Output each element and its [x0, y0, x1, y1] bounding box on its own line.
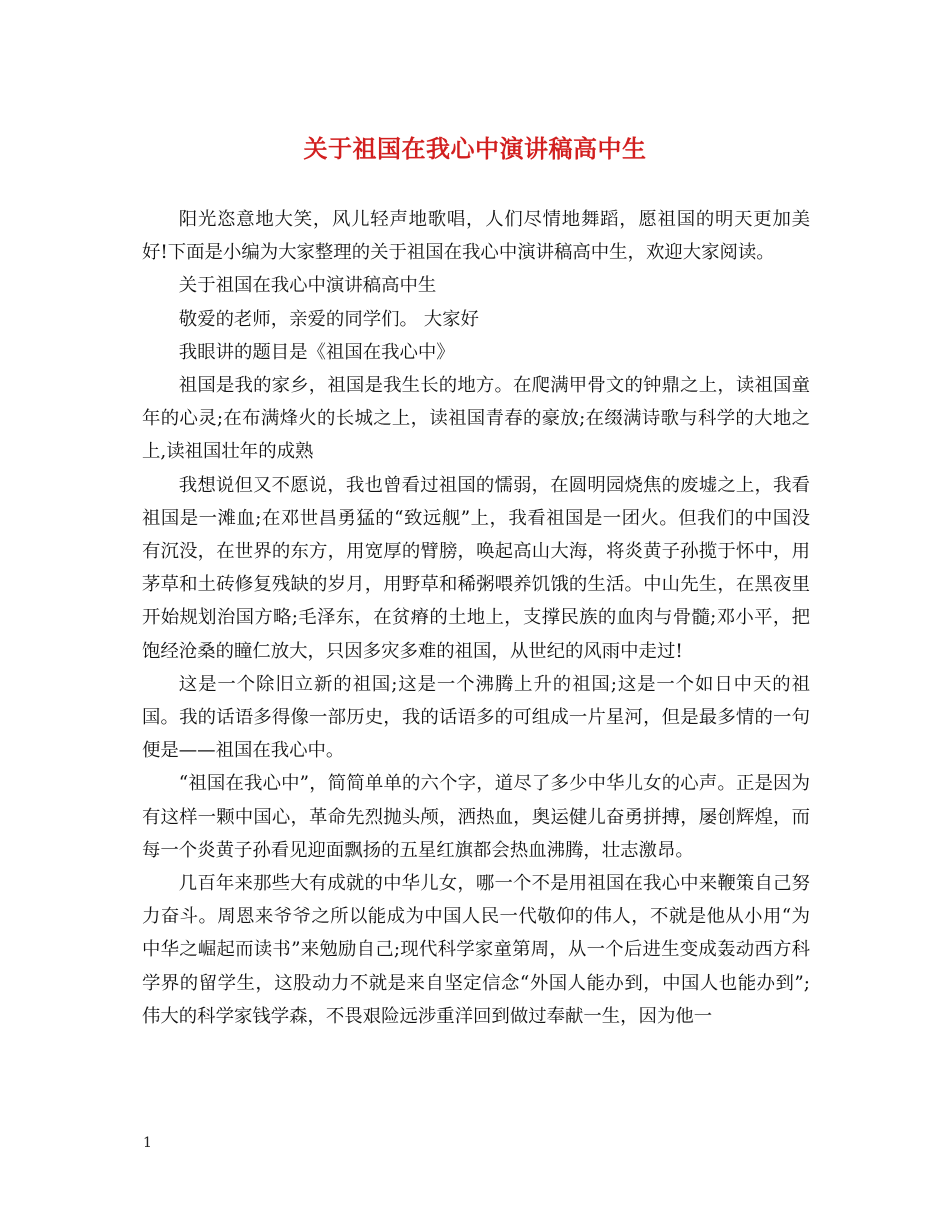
- paragraph-body-2: 我想说但又不愿说，我也曾看过祖国的懦弱，在圆明园烧焦的废墟之上，我看祖国是一滩血;在邓世昌勇猛的“致远舰”上，我看祖国是一团火。但我们的中国没有沉没，在世界的东方，用宽厚的臂膀，唤起高山大海，将炎黄子孙揽于怀中，用茅草和土砖修复残缺的岁月，用野草和稀粥喂养饥饿的生活。中山先生，在黑夜里开始规划治国方略;毛泽东，在贫瘠的土地上，支撑民族的血肉与骨髓;邓小平，把饱经沧桑的瞳仁放大，只因多灾多难的祖国，从世纪的风雨中走过!: [142, 474, 810, 662]
- paragraph-subtitle: 关于祖国在我心中演讲稿高中生: [178, 275, 437, 297]
- paragraph-body-4: “祖国在我心中”，简简单单的六个字，道尽了多少中华儿女的心声。正是因为有这样一颗中国心，革命先烈抛头颅，洒热血，奥运健儿奋勇拼搏，屡创辉煌，而每一个炎黄子孙看见迎面飘扬的五星红旗都会热血沸腾，壮志激昂。: [142, 773, 810, 861]
- paragraph-body-1: 祖国是我的家乡，祖国是我生长的地方。在爬满甲骨文的钟鼎之上，读祖国童年的心灵;在布满烽火的长城之上，读祖国青春的豪放;在缀满诗歌与科学的大地之上,读祖国壮年的成熟: [142, 375, 810, 463]
- document-body: [142, 203, 810, 1033]
- paragraph-body-3: 这是一个除旧立新的祖国;这是一个沸腾上升的祖国;这是一个如日中天的祖国。我的话语多得像一部历史，我的话语多的可组成一片星河，但是最多情的一句便是——祖国在我心中。: [142, 673, 810, 762]
- document-title: 关于祖国在我心中演讲稿高中生: [303, 135, 647, 163]
- paragraph-topic: 我眼讲的题目是《祖国在我心中》: [178, 341, 455, 363]
- paragraph-intro: 阳光恣意地大笑，风儿轻声地歌唱，人们尽情地舞蹈，愿祖国的明天更加美好!下面是小编为大家整理的关于祖国在我心中演讲稿高中生，欢迎大家阅读。: [142, 209, 810, 264]
- paragraph-greeting: 敬爱的老师，亲爱的同学们。 大家好: [178, 308, 479, 330]
- page-number: 1: [143, 1135, 152, 1151]
- paragraph-body-5: 几百年来那些大有成就的中华儿女，哪一个不是用祖国在我心中来鞭策自己努力奋斗。周恩来爷爷之所以能成为中国人民一代敬仰的伟人，不就是他从小用“为中华之崛起而读书”来勉励自己;现代科学家童第周，从一个后进生变成轰动西方科学界的留学生，这股动力不就是来自坚定信念“外国人能办到，中国人也能办到”;伟大的科学家钱学森，不畏艰险远涉重洋回到做过奉献一生，因为他一: [142, 873, 810, 1027]
